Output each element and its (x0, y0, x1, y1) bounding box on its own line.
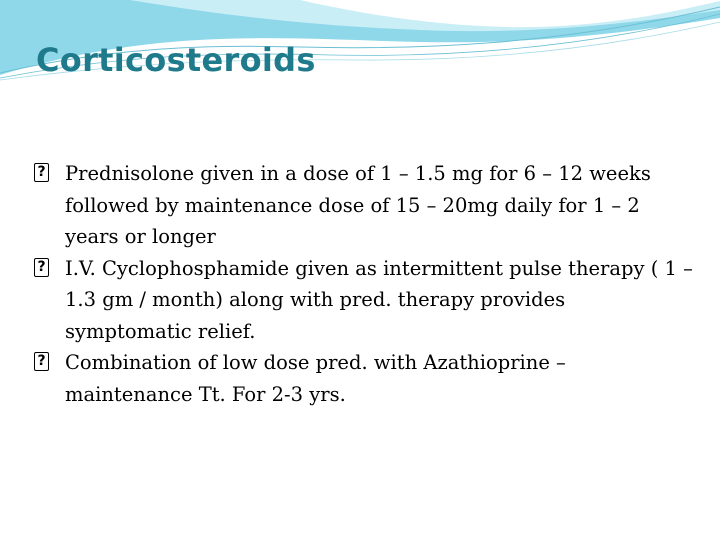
unknown-glyph-box-icon (34, 163, 49, 182)
list-item (34, 158, 694, 253)
bullet-list (34, 158, 694, 410)
bullet-text: Prednisolone given in a dose of 1 – 1.5 mg for 6 – 12 weeks followed by maintenance dose of 15 – 20mg daily for 1 – 2 years or longer (65, 162, 651, 248)
unknown-glyph-box-icon (34, 352, 49, 371)
unknown-glyph-box-icon (34, 258, 49, 277)
list-item (34, 347, 694, 410)
list-item (34, 253, 694, 348)
bullet-text: I.V. Cyclophosphamide given as intermittent pulse therapy ( 1 – 1.3 gm / month) along with pred. therapy provides symptomatic relief. (65, 256, 693, 343)
slide-title: Corticosteroids (36, 41, 316, 79)
bullet-text: Combination of low dose pred. with Azathioprine – maintenance Tt. For 2-3 yrs. (65, 351, 566, 406)
